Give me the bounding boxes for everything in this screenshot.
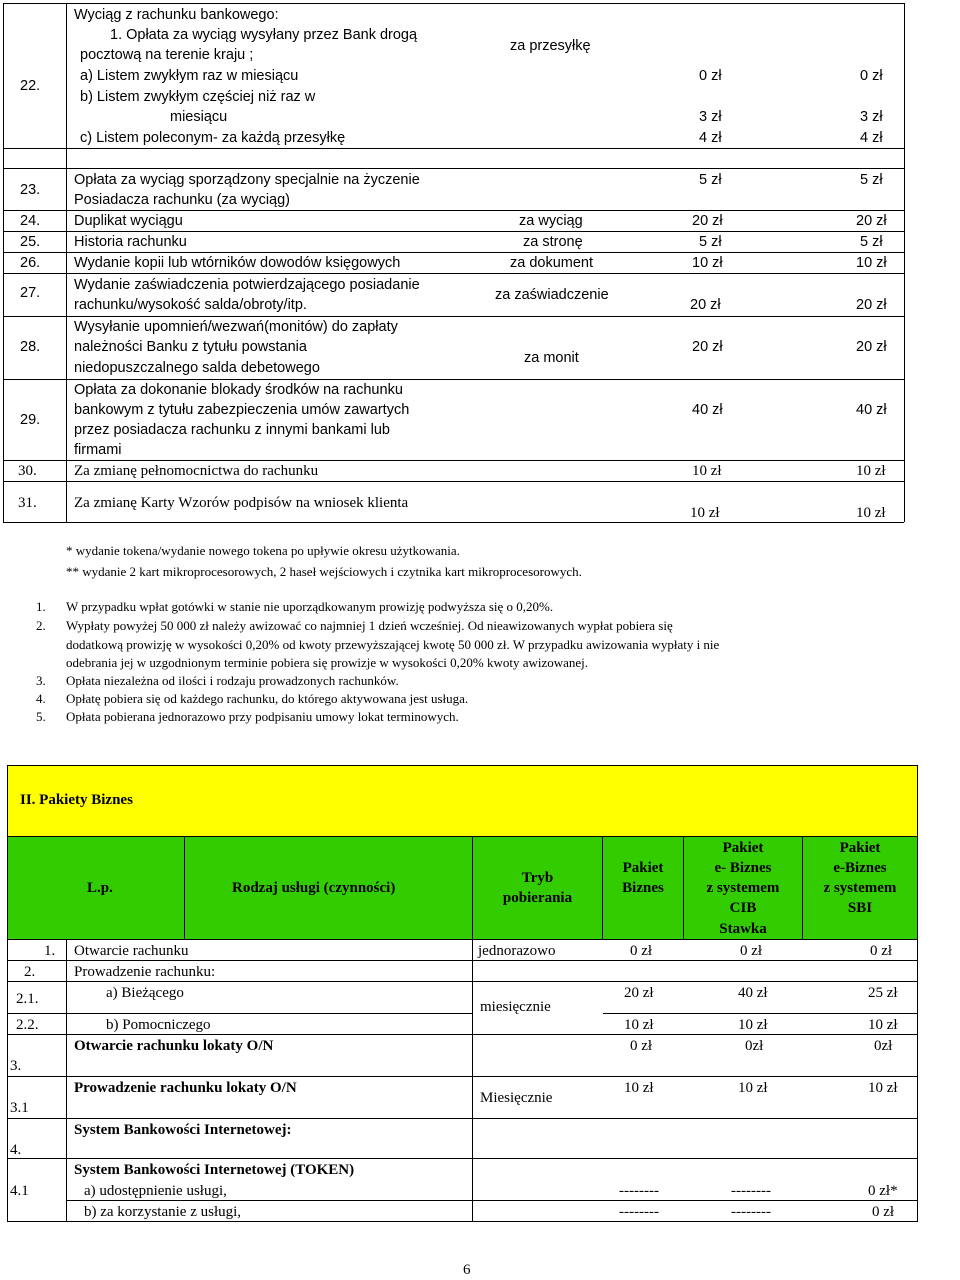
row-24-number: 24. [20,213,41,229]
row-24-mode: za wyciąg [519,213,583,229]
row-27-desc-line2: rachunku/wysokość salda/obroty/itp. [74,297,307,313]
pkg-row-21-number: 2.1. [16,991,39,1007]
header-lp: L.p. [87,880,113,896]
note-text: Opłata niezależna od ilości i rodzaju prowadzonych rachunków. [66,673,399,688]
pkg-row-31-mode: Miesięcznie [480,1090,553,1106]
header-rate: Stawka [719,921,767,937]
header-mode-line1: Tryb [521,870,554,886]
pkg-row-41-item-b: b) za korzystanie z usługi, [84,1204,242,1220]
pkg-row-1-desc: Otwarcie rachunku [74,943,189,959]
row-23-desc-line1: Opłata za wyciąg sporządzony specjalnie na życzenie [74,172,420,188]
section-title-box [7,765,918,837]
pkg-row-21-desc: a) Bieżącego [106,985,184,1001]
pkg-row-41-number: 4.1 [10,1183,29,1199]
row-29-number: 29. [20,412,41,428]
row-22-title: Wyciąg z rachunku bankowego: [74,7,279,23]
row-22-b-value2: 3 zł [860,109,883,125]
row-30-value1: 10 zł [692,463,722,479]
row-25-desc: Historia rachunku [74,234,187,250]
row-29-desc-line2: bankowym z tytułu zabezpieczenia umów zawartych [74,402,410,418]
row-29-desc-line4: firmami [74,442,122,458]
row-27-number: 27. [20,285,41,301]
footnote-token: * wydanie tokena/wydanie nowego tokena po upływie okresu użytkowania. [66,543,460,558]
row-22-item-b-line1: b) Listem zwykłym częściej niż raz w [80,89,316,105]
row-29-value2: 40 zł [856,402,887,418]
row-30-value2: 10 zł [856,463,886,479]
row-23-value1: 5 zł [699,172,722,188]
header-cib-line4: CIB [729,900,757,916]
row-26-mode: za dokument [510,255,594,271]
row-27-desc-line1: Wydanie zaświadczenia potwierdzającego posiadanie [74,277,420,293]
page-number: 6 [463,1262,471,1278]
row-27-value1: 20 zł [690,297,721,313]
note-text: W przypadku wpłat gotówki w stanie nie uporządkowanym prowizję podwyższa się o 0,20%. [66,599,554,614]
pkg-row-41-b-sbi: 0 zł [872,1204,895,1220]
row-28-number: 28. [20,339,41,355]
pkg-row-3-biznes: 0 zł [630,1038,653,1054]
note-number: 1. [36,599,46,614]
row-22-number: 22. [20,78,41,94]
pkg-row-1-number: 1. [44,943,56,959]
header-sbi-line4: SBI [847,900,873,916]
pkg-row-4-desc: System Bankowości Internetowej: [74,1122,292,1138]
row-30-number: 30. [18,463,37,479]
header-sbi-line2: e-Biznes [833,860,887,876]
row-25-mode: za stronę [523,234,583,250]
row-29-desc-line1: Opłata za dokonanie blokady środków na rachunku [74,382,403,398]
pkg-row-31-cib: 10 zł [738,1080,768,1096]
footnote-cards: ** wydanie 2 kart mikroprocesorowych, 2 haseł wejściowych i czytnika kart mikroprocesorowych. [66,564,582,579]
pkg-row-41-b-biznes: -------- [619,1204,659,1220]
pkg-row-41-b-cib: -------- [731,1204,771,1220]
note-number: 3. [36,673,46,688]
row-26-value1: 10 zł [692,255,723,271]
row-22-item1-line2: pocztową na terenie kraju ; [80,47,254,63]
row-23-value2: 5 zł [860,172,883,188]
row-22-item-b-line2: miesiącu [170,109,228,125]
note-number: 2. [36,618,46,633]
row-25-value1: 5 zł [699,234,722,250]
pkg-row-31-biznes: 10 zł [624,1080,654,1096]
header-sbi-line3: z systemem [823,880,897,896]
header-cib-line3: z systemem [706,880,780,896]
pkg-row-22-cib: 10 zł [738,1017,768,1033]
row-26-desc: Wydanie kopii lub wtórników dowodów księgowych [74,255,401,271]
pkg-row-22-biznes: 10 zł [624,1017,654,1033]
row-24-value1: 20 zł [692,213,723,229]
row-29-value1: 40 zł [692,402,723,418]
pkg-row-3-cib: 0zł [745,1038,764,1054]
pkg-row-1-mode: jednorazowo [478,943,556,959]
pkg-row-41-a-cib: -------- [731,1183,771,1199]
note-text: dodatkową prowizję w wysokości 0,20% od kwoty przewyższającej kwotę 50 000 zł. W przypadku awizowania wypłaty i nie [66,637,720,652]
row-26-value2: 10 zł [856,255,887,271]
note-number: 5. [36,709,46,724]
pkg-row-1-cib: 0 zł [740,943,763,959]
row-28-value1: 20 zł [692,339,723,355]
row-31-value2: 10 zł [856,505,886,521]
pkg-row-4-number: 4. [10,1142,22,1158]
pkg-row-41-a-biznes: -------- [619,1183,659,1199]
row-31-desc: Za zmianę Karty Wzorów podpisów na wniosek klienta [74,495,409,511]
row-25-number: 25. [20,234,41,250]
row-22-b-value1: 3 zł [699,109,722,125]
pkg-row-22-number: 2.2. [16,1017,39,1033]
note-text: Wypłaty powyżej 50 000 zł należy awizować co najmniej 1 dzień wcześniej. Od nieawizowanych wypłat pobiera się [66,618,673,633]
pkg-row-2-number: 2. [24,964,36,980]
row-28-mode: za monit [524,350,579,366]
header-cib-line2: e- Biznes [714,860,772,876]
pkg-row-3-number: 3. [10,1058,22,1074]
row-27-value2: 20 zł [856,297,887,313]
row-22-mode: za przesyłkę [510,38,591,54]
row-31-number: 31. [18,495,37,511]
row-29-desc-line3: przez posiadacza rachunku z innymi bankami lub [74,422,390,438]
note-text: Opłata pobierana jednorazowo przy podpisaniu umowy lokat terminowych. [66,709,459,724]
row-28-desc-line1: Wysyłanie upomnień/wezwań(monitów) do zapłaty [74,319,398,335]
row-24-desc: Duplikat wyciągu [74,213,183,229]
pkg-row-21-cib: 40 zł [738,985,768,1001]
row-26-number: 26. [20,255,41,271]
header-service: Rodzaj usługi (czynności) [232,880,396,896]
row-30-desc: Za zmianę pełnomocnictwa do rachunku [74,463,319,479]
pkg-row-1-sbi: 0 zł [870,943,893,959]
pkg-row-21-sbi: 25 zł [868,985,898,1001]
pkg-row-2-desc: Prowadzenie rachunku: [74,964,216,980]
row-22-a-value2: 0 zł [860,68,883,84]
header-cib-line1: Pakiet [722,840,764,856]
row-23-desc-line2: Posiadacza rachunku (za wyciąg) [74,192,290,208]
pkg-row-31-number: 3.1 [10,1100,29,1116]
row-28-value2: 20 zł [856,339,887,355]
row-22-item-c: c) Listem poleconym- za każdą przesyłkę [80,130,346,146]
pkg-row-21-biznes: 20 zł [624,985,654,1001]
pkg-row-31-sbi: 10 zł [868,1080,898,1096]
note-number: 4. [36,691,46,706]
header-biznes-line2: Biznes [622,880,664,896]
row-22-item1-line1: 1. Opłata za wyciąg wysyłany przez Bank drogą [110,27,418,43]
pkg-row-1-biznes: 0 zł [630,943,653,959]
pkg-row-3-sbi: 0zł [874,1038,893,1054]
header-biznes-line1: Pakiet [622,860,664,876]
note-text: Opłatę pobiera się od każdego rachunku, do którego aktywowana jest usługa. [66,691,469,706]
row-25-value2: 5 zł [860,234,883,250]
pkg-row-22-desc: b) Pomocniczego [106,1017,211,1033]
section-title: II. Pakiety Biznes [20,792,133,808]
row-28-desc-line3: niedopuszczalnego salda debetowego [74,360,320,376]
row-22-c-value2: 4 zł [860,130,883,146]
note-text: odebrania jej w uzgodnionym terminie pobiera się prowizje w wysokości 0,20% kwoty awizowanej. [66,655,589,670]
row-31-value1: 10 zł [690,505,720,521]
pkg-row-31-desc: Prowadzenie rachunku lokaty O/N [74,1080,297,1096]
row-24-value2: 20 zł [856,213,887,229]
row-28-desc-line2: należności Banku z tytułu powstania [74,339,307,355]
pkg-row-41-a-sbi: 0 zł* [868,1183,898,1199]
header-sbi-line1: Pakiet [839,840,881,856]
row-27-mode: za zaświadczenie [495,287,609,303]
pkg-row-22-sbi: 10 zł [868,1017,898,1033]
pkg-row-3-desc: Otwarcie rachunku lokaty O/N [74,1038,274,1054]
header-mode-line2: pobierania [502,890,573,906]
pkg-row-41-desc: System Bankowości Internetowej (TOKEN) [74,1162,355,1178]
row-22-c-value1: 4 zł [699,130,722,146]
row-23-number: 23. [20,182,41,198]
pkg-row-41-item-a: a) udostępnienie usługi, [84,1183,227,1199]
row-22-a-value1: 0 zł [699,68,722,84]
row-22-item-a: a) Listem zwykłym raz w miesiącu [80,68,299,84]
pkg-row-2-mode: miesięcznie [480,999,551,1015]
